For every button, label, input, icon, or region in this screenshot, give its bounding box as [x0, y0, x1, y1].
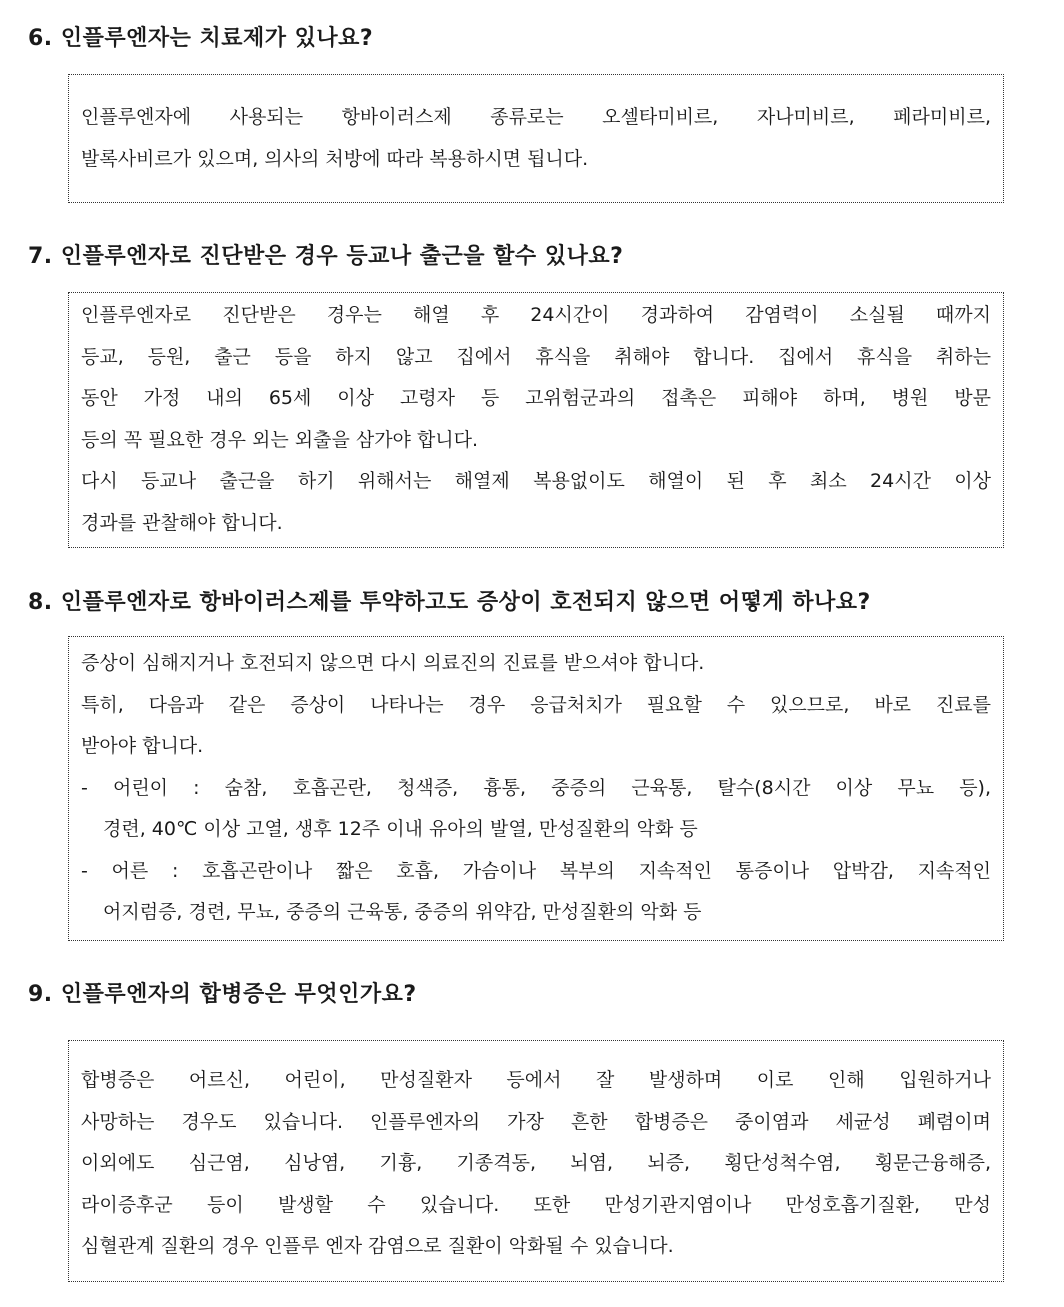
answer-line: 라이증후군 등이 발생할 수 있습니다. 또한 만성기관지염이나 만성호흡기질환, 만성 — [81, 1193, 991, 1216]
answer-line: 다시 등교나 출근을 하기 위해서는 해열제 복용없이도 해열이 된 후 최소 24시간 이상 — [81, 470, 991, 492]
section-8-answer-box — [68, 636, 1004, 941]
answer-line: 증상이 심해지거나 호전되지 않으면 다시 의료진의 진료를 받으셔야 합니다. — [81, 652, 705, 674]
answer-line: 경과를 관찰해야 합니다. — [81, 511, 283, 534]
answer-line: 받아야 합니다. — [81, 735, 204, 757]
answer-line: 인플루엔자에 사용되는 항바이러스제 종류로는 오셀타미비르, 자나미비르, 페라미비르, — [81, 106, 991, 128]
answer-line: 사망하는 경우도 있습니다. 인플루엔자의 가장 흔한 합병증은 중이염과 세균성 폐렴이며 — [81, 1110, 991, 1133]
section-7-heading: 7. 인플루엔자로 진단받은 경우 등교나 출근을 할수 있나요? — [28, 244, 624, 269]
section-8-heading: 8. 인플루엔자로 항바이러스제를 투약하고도 증상이 호전되지 않으면 어떻게 하나요? — [28, 590, 871, 615]
section-6-answer-box — [68, 74, 1004, 203]
section-7-answer-box — [68, 292, 1004, 548]
answer-line: 특히, 다음과 같은 증상이 나타나는 경우 응급처치가 필요할 수 있으므로, 바로 진료를 — [81, 693, 991, 716]
bullet-children: - 어린이 : 숨참, 호흡곤란, 청색증, 흉통, 중증의 근육통, 탈수(8시간 이상 무뇨 등), — [81, 776, 991, 799]
answer-line: 합병증은 어르신, 어린이, 만성질환자 등에서 잘 발생하며 이로 인해 입원하거나 — [81, 1069, 991, 1091]
answer-line: 발록사비르가 있으며, 의사의 처방에 따라 복용하시면 됩니다. — [81, 147, 589, 170]
section-6-heading: 6. 인플루엔자는 치료제가 있나요? — [28, 26, 374, 51]
answer-line: 인플루엔자로 진단받은 경우는 해열 후 24시간이 경과하여 감염력이 소실될 때까지 — [81, 304, 991, 326]
answer-line: 등의 꼭 필요한 경우 외는 외출을 삼가야 합니다. — [81, 428, 479, 451]
section-9-heading: 9. 인플루엔자의 합병증은 무엇인가요? — [28, 982, 417, 1007]
section-9-answer-box — [68, 1040, 1004, 1282]
answer-line: 심혈관계 질환의 경우 인플루 엔자 감염으로 질환이 악화될 수 있습니다. — [81, 1235, 674, 1257]
answer-line: 동안 가정 내의 65세 이상 고령자 등 고위험군과의 접촉은 피해야 하며, 병원 방문 — [81, 387, 991, 409]
answer-line: 등교, 등원, 출근 등을 하지 않고 집에서 휴식을 취해야 합니다. 집에서 휴식을 취하는 — [81, 345, 991, 368]
bullet-adults-continued: 어지럼증, 경련, 무뇨, 중증의 근육통, 중증의 위약감, 만성질환의 악화 등 — [103, 901, 702, 923]
bullet-adults: - 어른 : 호흡곤란이나 짧은 호흡, 가슴이나 복부의 지속적인 통증이나 압박감, 지속적인 — [81, 859, 991, 882]
bullet-children-continued: 경련, 40℃ 이상 고열, 생후 12주 이내 유아의 발열, 만성질환의 악화 등 — [103, 818, 698, 840]
answer-line: 이외에도 심근염, 심낭염, 기흉, 기종격동, 뇌염, 뇌증, 횡단성척수염, 횡문근융해증, — [81, 1152, 991, 1174]
